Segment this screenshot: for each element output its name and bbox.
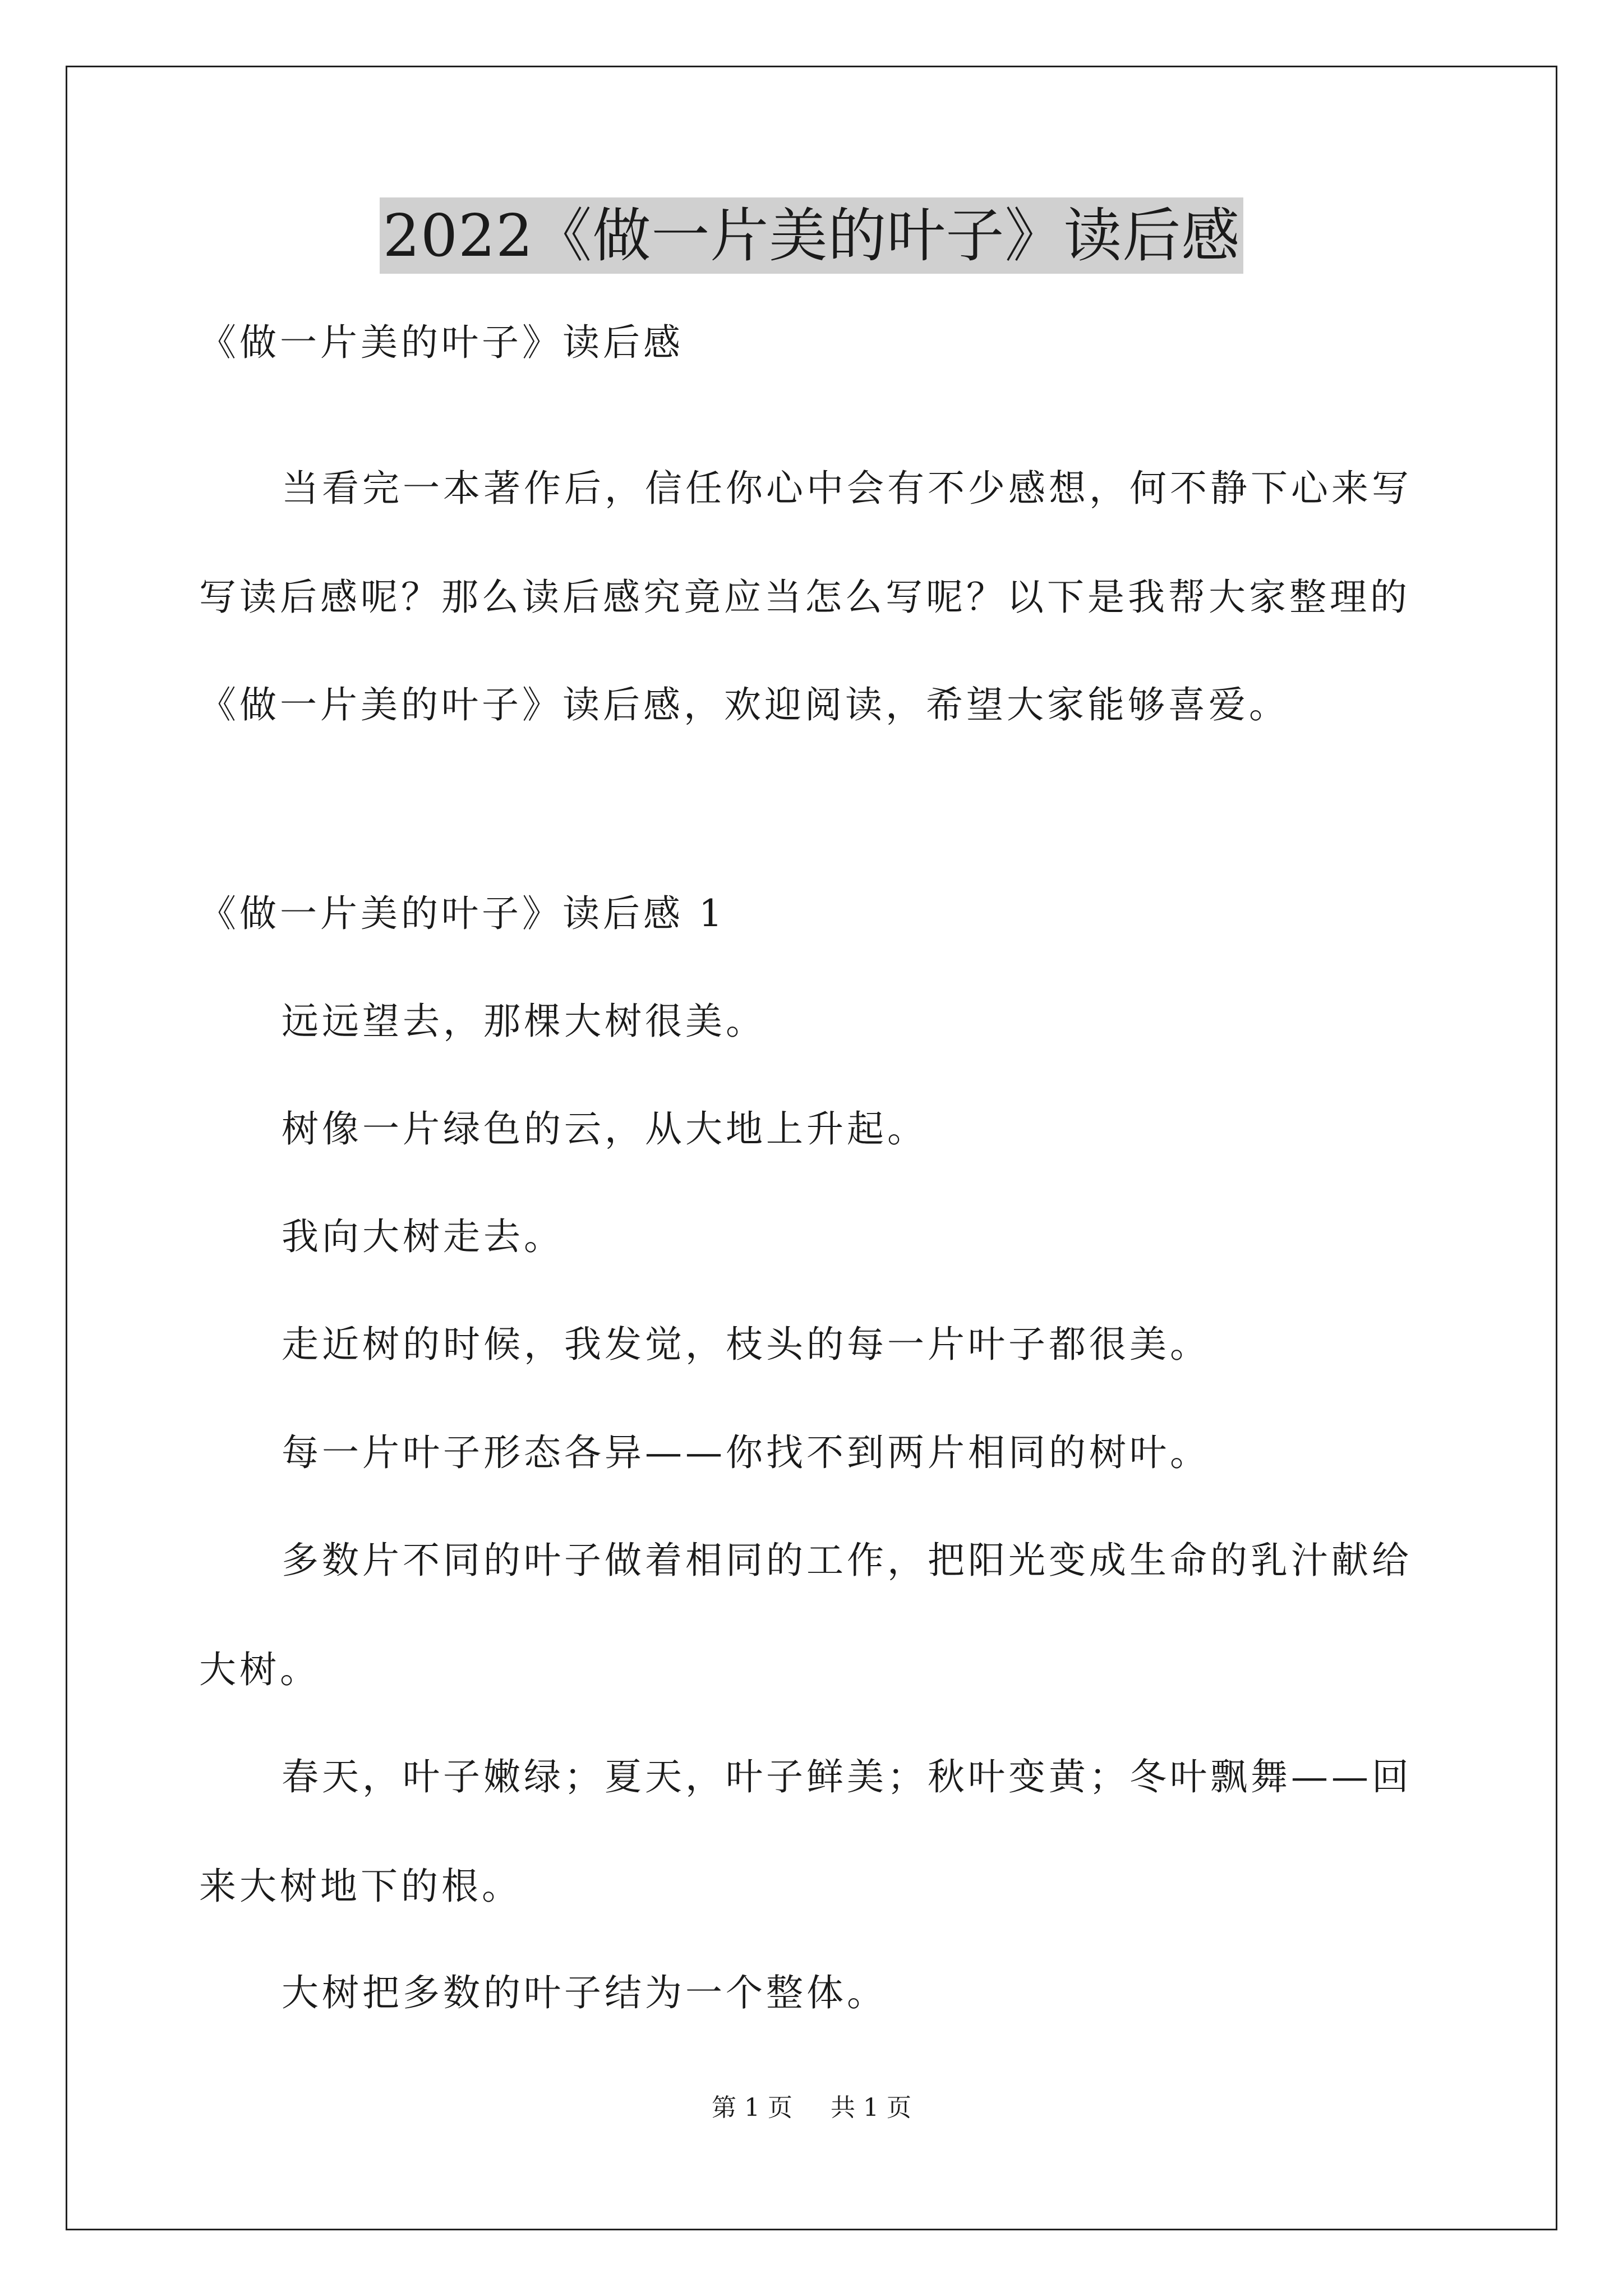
body-line-5: 每一片叶子形态各异——你找不到两片相同的树叶。 (282, 1431, 1210, 1474)
intro-line-2: 写读后感呢？那么读后感究竟应当怎么写呢？以下是我帮大家整理的 (199, 576, 1410, 619)
intro-line-3: 《做一片美的叶子》读后感，欢迎阅读，希望大家能够喜爱。 (199, 683, 1289, 726)
body-line-4: 走近树的时候，我发觉，枝头的每一片叶子都很美。 (282, 1323, 1210, 1366)
document-subtitle: 《做一片美的叶子》读后感 (199, 321, 684, 364)
body-line-2: 树像一片绿色的云，从大地上升起。 (282, 1107, 928, 1151)
body-line-9: 来大树地下的根。 (199, 1865, 522, 1908)
document-title: 2022《做一片美的叶子》读后感 (380, 197, 1244, 274)
body-line-7: 大树。 (199, 1648, 320, 1691)
page-footer (0, 2091, 1623, 2125)
section-heading: 《做一片美的叶子》读后感 1 (199, 892, 726, 935)
body-line-1: 远远望去，那棵大树很美。 (282, 1000, 766, 1043)
title-container (0, 197, 1623, 274)
page-number: 第 1 页 (712, 2093, 792, 2122)
body-line-3: 我向大树走去。 (282, 1215, 564, 1258)
body-line-8: 春天，叶子嫩绿；夏天，叶子鲜美；秋叶变黄；冬叶飘舞——回 (282, 1755, 1412, 1798)
intro-line-1: 当看完一本著作后，信任你心中会有不少感想，何不静下心来写 (282, 467, 1412, 510)
body-line-6: 多数片不同的叶子做着相同的工作，把阳光变成生命的乳汁献给 (282, 1539, 1412, 1582)
body-line-10: 大树把多数的叶子结为一个整体。 (282, 1971, 887, 2014)
page-total: 共 1 页 (831, 2093, 911, 2122)
